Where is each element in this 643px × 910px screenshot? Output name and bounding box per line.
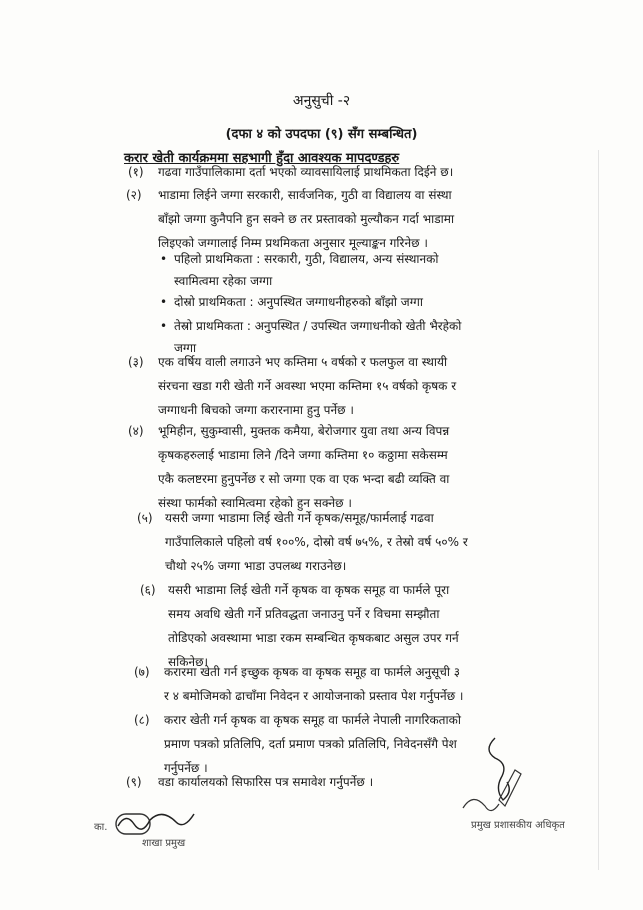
item-line: जग्गाधनी बिचको जग्गा करारनामा हुनु पर्नेछ । — [158, 403, 354, 417]
stamp-oval — [116, 814, 150, 834]
item-line: बाँझो जग्गा कुनैपनि हुन सक्ने छ तर प्रस्तावको मुल्यौकन गर्दा भाडामा — [158, 212, 455, 226]
list-item — [137, 506, 468, 578]
item-line: र ४ बमोजिमको ढाचाँमा निवेदन र आयोजनाको प्रस्ताव पेश गर्नुपर्नेछ । — [164, 689, 464, 703]
item-line: एक वर्षिय वाली लगाउने भए कम्तिमा ५ वर्षको र फलफुल वा स्थायी — [158, 355, 448, 369]
signature-scribble — [489, 738, 509, 800]
list-item — [128, 350, 456, 422]
item-line: भूमिहीन, सुकुम्वासी, मुक्तक कमैया, बेरोजगार युवा तथा अन्य विपन्न — [158, 424, 450, 438]
item-line: वडा कार्यालयको सिफारिस पत्र समावेश गर्नुपर्नेछ । — [158, 775, 374, 789]
item-number: (३) — [128, 355, 144, 369]
page-edge-line — [598, 150, 599, 870]
signature-scribble — [118, 814, 194, 829]
item-line: गर्नुपर्नेछ । — [164, 761, 208, 775]
item-line: गाउँपालिकाले पहिलो वर्ष १००%, दोस्रो वर्ष ७५%, र तेस्रो वर्ष ५०% र — [165, 535, 468, 549]
item-line: यसरी भाडामा लिई खेती गर्ने कृषक वा कृषक समूह वा फार्मले पूरा — [168, 583, 450, 597]
item-number: (२) — [126, 188, 142, 202]
item-line: दोस्रो प्राथमिकता : अनुपस्थित जग्गाधनीहरुको बाँझो जग्गा — [174, 295, 423, 309]
item-line: पहिलो प्राथमिकता : सरकारी, गुठी, विद्यालय, अन्य संस्थानको — [174, 252, 439, 266]
bullet-marker: • — [160, 319, 168, 333]
item-number: (१) — [128, 165, 144, 179]
item-line: जग्गा — [174, 341, 197, 355]
item-line: तोडिएको अवस्थामा भाडा रकम सम्बन्धित कृषकबाट असुल उपर गर्न — [168, 631, 459, 645]
item-number: (५) — [137, 511, 153, 525]
list-item — [134, 660, 463, 708]
item-line: लिइएको जग्गालाई निम्म प्रथमिकता अनुसार मूल्याङ्कन गरिनेछ । — [158, 236, 428, 250]
bullet-marker: • — [160, 295, 168, 309]
item-line: स्वामित्वमा रहेका जग्गा — [174, 274, 273, 288]
item-line: यसरी जग्गा भाडामा लिई खेती गर्ने कृषक/समूह/फार्मलाई गढवा — [165, 511, 434, 525]
list-item — [126, 183, 454, 255]
item-line: संरचना खडा गरी खेती गर्ने अवस्था भएमा कम्तिमा १५ वर्षको कृषक र — [158, 379, 457, 393]
list-item — [126, 770, 373, 794]
signature-scribble — [463, 799, 499, 810]
item-line: करारमा खेती गर्न इच्छुक कृषक वा कृषक समूह वा फार्मले अनुसूची ३ — [164, 665, 461, 679]
item-line: सकिनेछ। — [168, 655, 209, 669]
document-title: अनुसुची -२ — [292, 93, 351, 109]
list-item — [128, 160, 453, 184]
item-line: भाडामा लिईने जग्गा सरकारी, सार्वजनिक, गुठी वा विद्यालय वा संस्था — [158, 188, 452, 202]
section-heading: करार खेती कार्यक्रममा सहभागी हुँदा आवश्यक मापदण्डहरु — [124, 151, 400, 166]
item-number: (८) — [134, 713, 150, 727]
item-line: कृषकहरुलाई भाडामा लिने /दिने जग्गा कम्तिमा १० कठ्ठामा सकेसम्म — [158, 448, 448, 462]
item-number: (४) — [128, 424, 144, 438]
item-line: चौथो २५% जग्गा भाडा उपलब्ध गराउनेछ। — [165, 559, 347, 573]
bullet-marker: • — [160, 252, 168, 266]
left-signature-stamp — [92, 800, 222, 850]
stamp-left-caption: शाखा प्रमुख — [142, 838, 186, 849]
item-line: प्रमाण पत्रको प्रतिलिपि, दर्ता प्रमाण पत्रको प्रतिलिपि, निवेदनसँगै पेश — [164, 737, 457, 751]
item-line: गढवा गाउँपालिकामा दर्ता भएको व्यावसायिलाई प्राथमिकता दिईने छ। — [158, 165, 454, 179]
item-line: समय अवधि खेती गर्ने प्रतिवद्धता जनाउनु पर्ने र विचमा सम्झौता — [168, 607, 440, 621]
stamp-right-caption: प्रमुख प्रशासकीय अधिकृत — [471, 820, 565, 831]
item-line: तेस्रो प्राथमिकता : अनुपस्थित / उपस्थित जग्गाधनीको खेती भैरहेको — [174, 319, 462, 333]
stamp-left-prefix: का. — [94, 822, 108, 833]
right-signature-stamp — [455, 730, 585, 840]
list-item — [128, 419, 449, 515]
item-line: करार खेती गर्न कृषक वा कृषक समूह वा फार्मले नेपाली नागरिकताको — [164, 713, 461, 727]
item-line: संस्था फार्मको स्वामित्वमा रहेको हुन सक्नेछ । — [158, 496, 352, 510]
item-line: एकै कलष्टरमा हुनुपर्नेछ र सो जग्गा एक वा एक भन्दा बढी व्यक्ति वा — [158, 472, 450, 486]
item-number: (७) — [134, 665, 150, 679]
document-subtitle: (दफा ४ को उपदफा (९) सँग सम्बन्धित) — [225, 127, 418, 142]
item-number: (९) — [126, 775, 142, 789]
item-number: (६) — [140, 583, 156, 597]
